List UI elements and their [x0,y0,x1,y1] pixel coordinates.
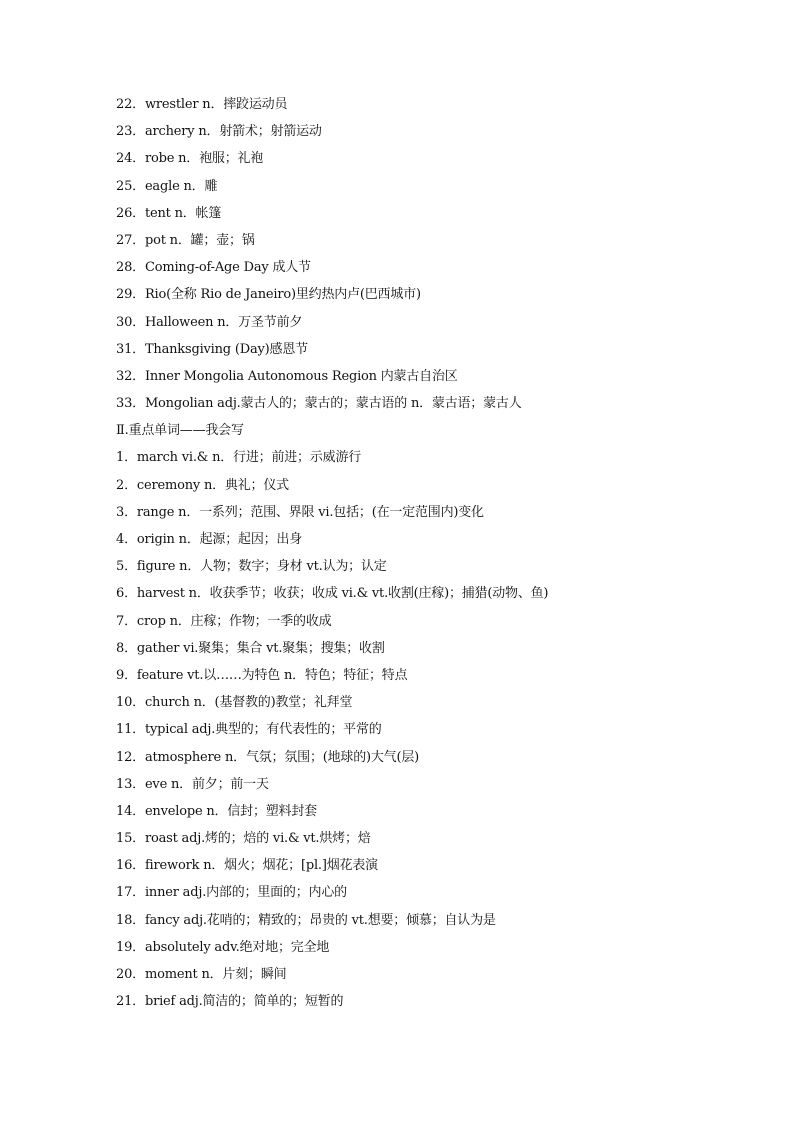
list-item: 27．pot n．罐；壶；锅 [116,232,255,248]
list-item: 21．brief adj.简洁的；简单的；短暂的 [116,994,344,1010]
list-item: 18．fancy adj.花哨的；精致的；昂贵的 vt.想要；倾慕；自认为是 [116,912,496,928]
list-item: 26．tent n．帐篷 [116,205,222,221]
list-item: 33．Mongolian adj.蒙古人的；蒙古的；蒙古语的 n．蒙古语；蒙古人 [116,396,522,412]
list-item: 17．inner adj.内部的；里面的；内心的 [116,885,347,901]
list-item: 28．Coming-of-Age Day 成人节 [116,260,311,276]
list-item: 16．firework n．烟火；烟花；[pl.]烟花表演 [116,858,378,874]
list-item: 13．eve n．前夕；前一天 [116,776,269,792]
list-item: 6．harvest n．收获季节；收获；收成 vi.& vt.收割(庄稼)；捕猎(动物、鱼) [116,586,549,602]
list-item: 12．atmosphere n．气氛；氛围；(地球的)大气(层) [116,749,420,765]
list-item: 1．march vi.& n．行进；前进；示威游行 [116,450,362,466]
section-heading: Ⅱ.重点单词——我会写 [116,423,244,439]
list-item: 23．archery n．射箭术；射箭运动 [116,124,322,140]
list-item: 11．typical adj.典型的；有代表性的；平常的 [116,722,382,738]
list-item: 10．church n．(基督教的)教堂；礼拜堂 [116,695,353,711]
list-item: 24．robe n．袍服；礼袍 [116,151,264,167]
vocabulary-list [116,94,756,1018]
list-item: 32．Inner Mongolia Autonomous Region 内蒙古自治区 [116,368,458,384]
list-item: 22．wrestler n．摔跤运动员 [116,97,288,112]
list-item: 2．ceremony n．典礼；仪式 [116,477,289,493]
list-item: 30．Halloween n．万圣节前夕 [116,314,303,330]
list-item: 15．roast adj.烤的；焙的 vi.& vt.烘烤；焙 [116,831,371,847]
list-item: 5．figure n．人物；数字；身材 vt.认为；认定 [116,559,387,575]
list-item: 14．envelope n．信封；塑料封套 [116,803,317,819]
list-item: 4．origin n．起源；起因；出身 [116,532,303,547]
list-item: 8．gather vi.聚集；集合 vt.聚集；搜集；收割 [116,640,385,656]
list-item: 19．absolutely adv.绝对地；完全地 [116,939,330,955]
list-item: 7．crop n．庄稼；作物；一季的收成 [116,613,332,629]
list-item: 9．feature vt.以……为特色 n．特色；特征；特点 [116,667,408,683]
list-item: 31．Thanksgiving (Day)感恩节 [116,341,308,357]
list-item: 25．eagle n．雕 [116,178,218,194]
list-item: 20．moment n．片刻；瞬间 [116,967,287,982]
list-item: 3．range n．一系列；范围、界限 vi.包括；(在一定范围内)变化 [116,504,484,520]
list-item: 29．Rio(全称 Rio de Janeiro)里约热内卢(巴西城市) [116,287,421,303]
